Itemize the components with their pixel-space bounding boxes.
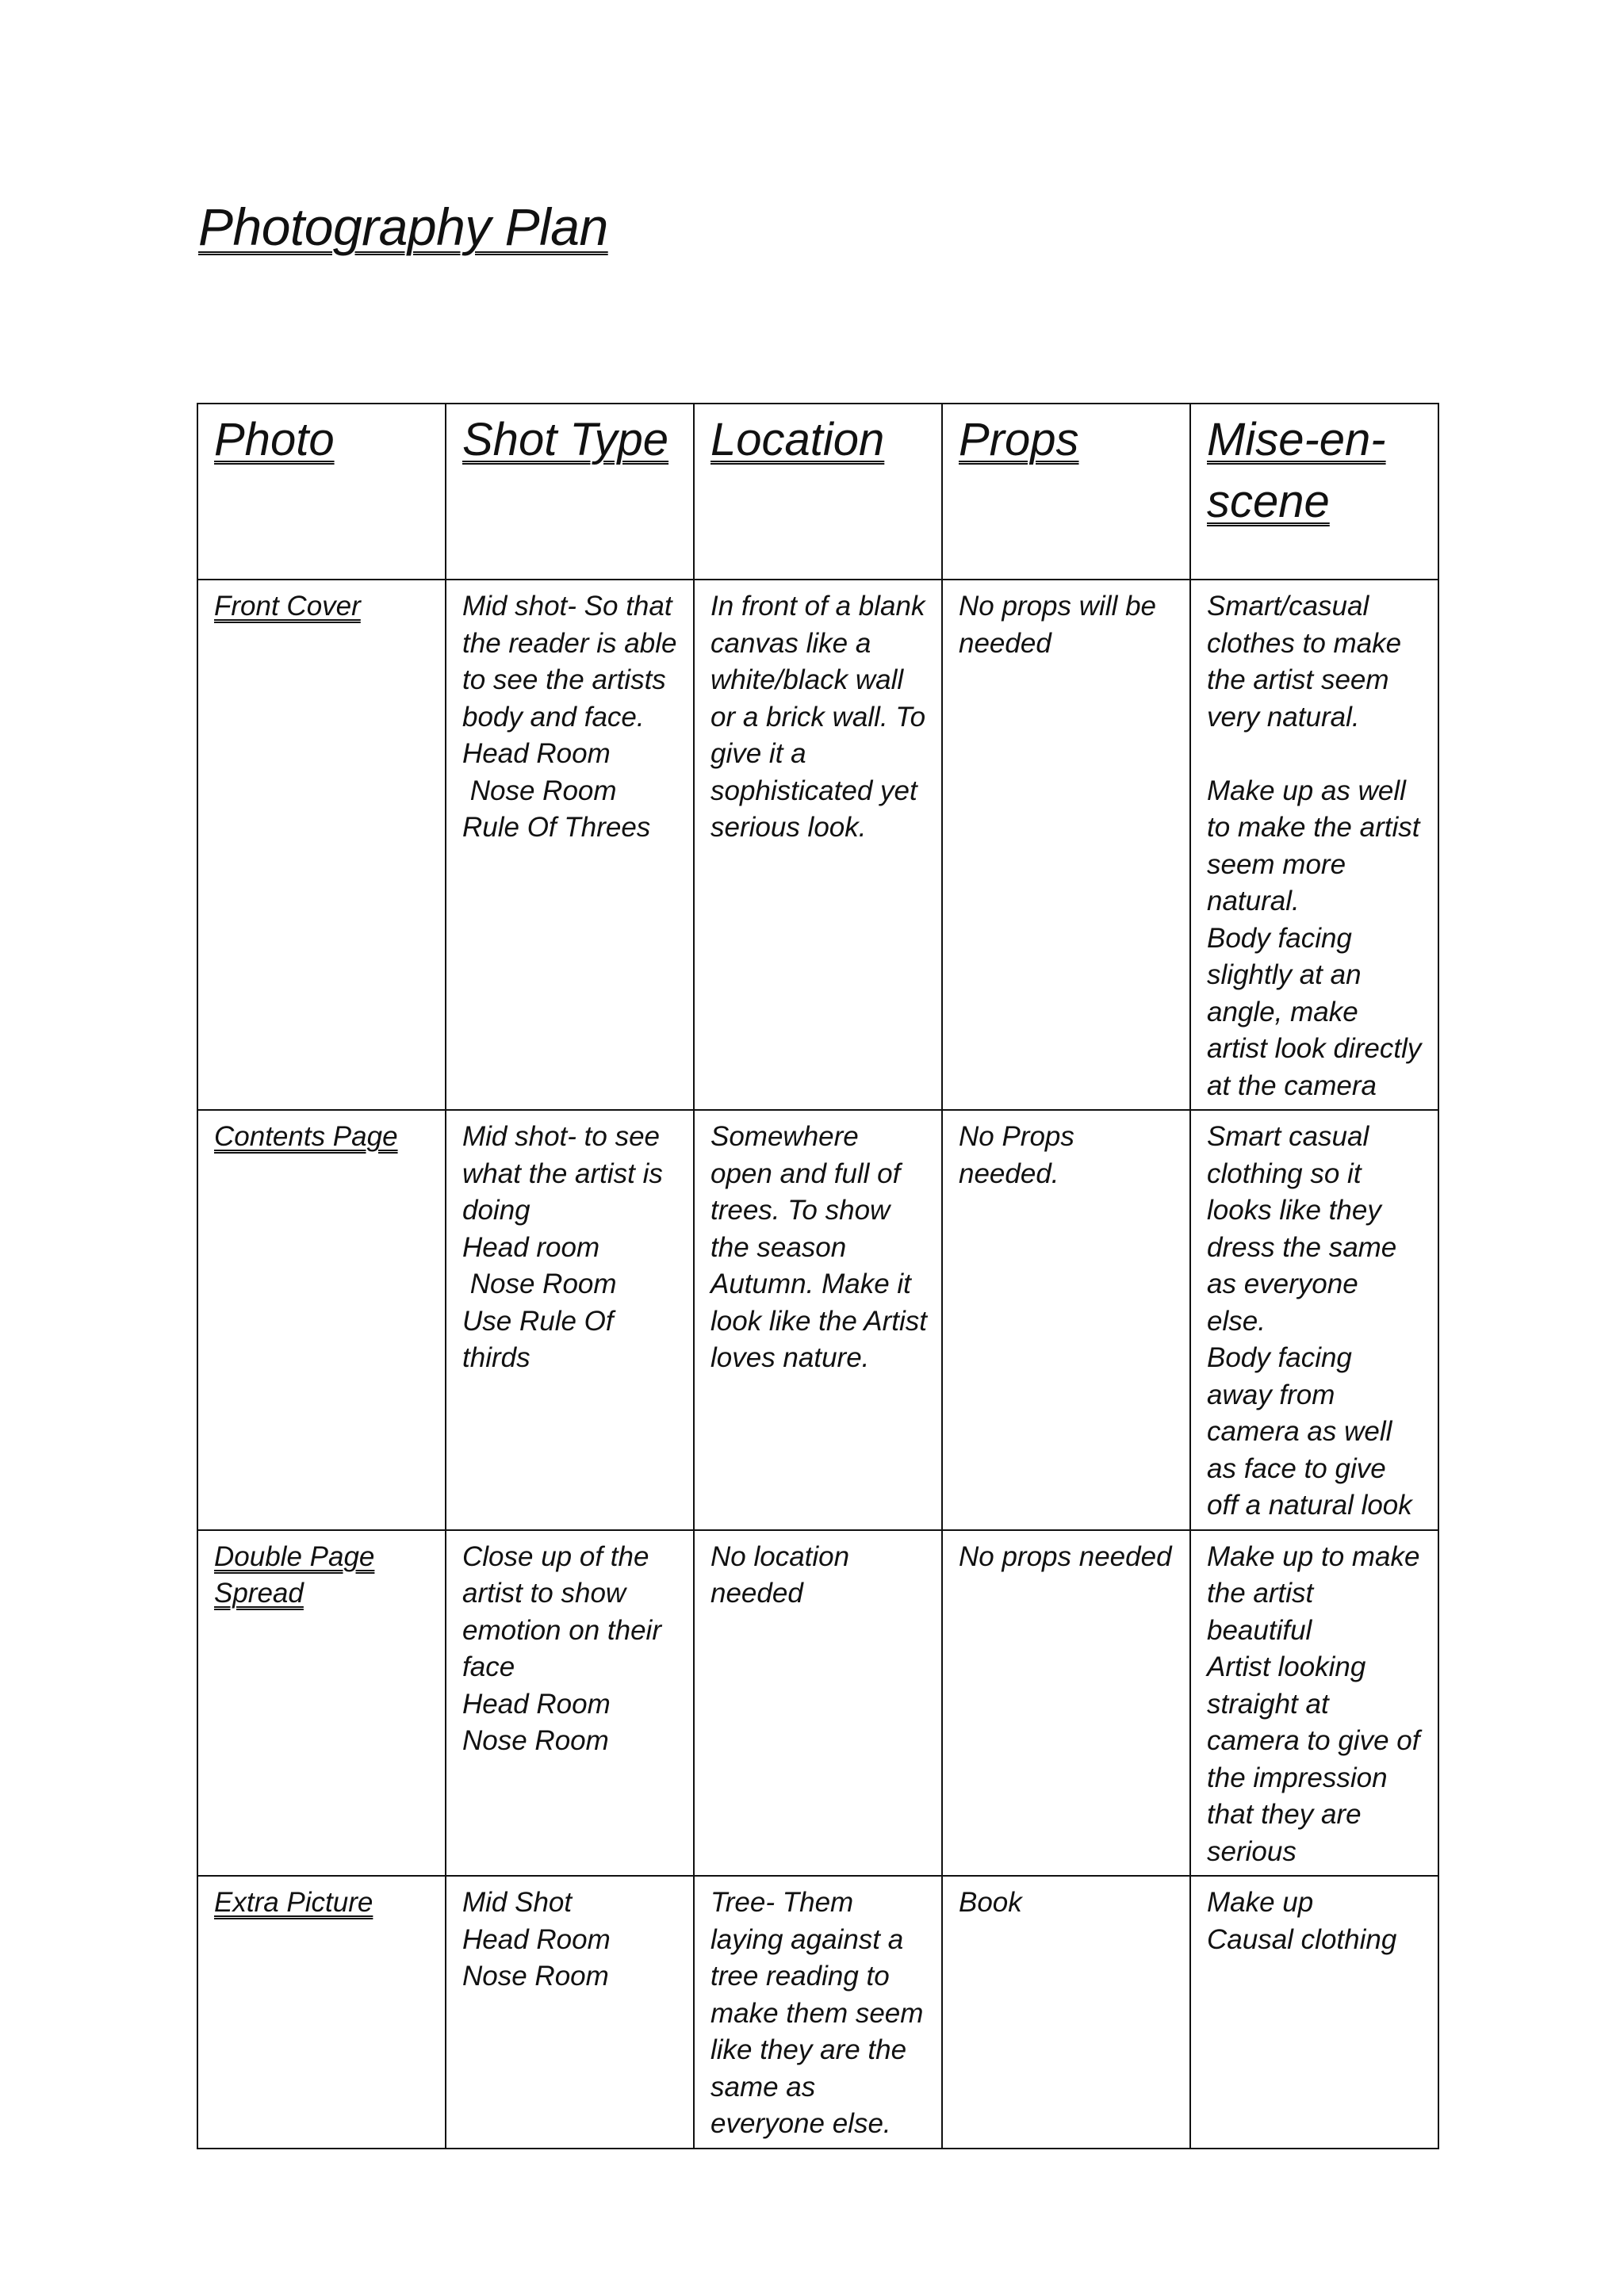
cell-text-line: Smart casual clothing so it looks like they dress the same as everyone else. — [1207, 1121, 1405, 1337]
page-title: Photography Plan — [198, 197, 608, 256]
cell-text-line: Tree- Them laying against a tree reading to make them seem like they are the same as everyone else. — [710, 1887, 932, 2139]
cell-shot-type — [446, 1876, 694, 2149]
photography-plan-table — [197, 403, 1439, 2149]
cell-text-line: No location needed — [710, 1540, 857, 1609]
cell-text-line: Use Rule Of thirds — [462, 1305, 622, 1373]
cell-location — [694, 580, 942, 1110]
cell-props — [942, 1530, 1190, 1877]
cell-shot-type — [446, 580, 694, 1110]
cell-text-line: Artist looking straight at camera to give of the impression that they are serious — [1207, 1651, 1428, 1867]
cell-mise-en-scene — [1190, 1876, 1438, 2149]
cell-text-line: Nose Room — [462, 1269, 617, 1299]
table-row — [197, 1530, 1438, 1877]
cell-text-line — [1207, 736, 1423, 773]
cell-text-line: Nose Room — [462, 1961, 609, 1992]
cell-text-line: In front of a blank canvas like a white/black wall or a brick wall. To give it a sophisticated yet serious look. — [710, 591, 933, 843]
cell-text-line: Nose Room — [462, 775, 617, 806]
cell-location — [694, 1110, 942, 1530]
table-row — [197, 1876, 1438, 2149]
table-row — [197, 1110, 1438, 1530]
photo-name: Front Cover — [214, 591, 361, 622]
cell-text-line: No props needed — [959, 1540, 1172, 1572]
photo-name: Contents Page — [214, 1121, 398, 1152]
cell-text-line: Head room — [462, 1231, 600, 1263]
cell-props — [942, 1876, 1190, 2149]
cell-photo — [197, 1530, 446, 1877]
header-shot-type: Shot Type — [446, 404, 694, 580]
header-props: Props — [942, 404, 1190, 580]
cell-text-line: Head Room — [462, 1688, 611, 1720]
cell-mise-en-scene — [1190, 580, 1438, 1110]
cell-location — [694, 1530, 942, 1877]
cell-text-line: Close up of the artist to show emotion on their face — [462, 1540, 669, 1682]
cell-text-line: Make up — [1207, 1887, 1314, 1918]
photo-name: Double Page Spread — [214, 1540, 375, 1609]
cell-text-line: Mid Shot — [462, 1887, 573, 1918]
header-photo: Photo — [197, 404, 446, 580]
cell-shot-type — [446, 1110, 694, 1530]
cell-text-line: Head Room — [462, 738, 611, 769]
cell-text-line: Body facing slightly at an angle, make artist look directly at the camera — [1207, 922, 1430, 1101]
table-row — [197, 580, 1438, 1110]
cell-text-line: Nose Room — [462, 1725, 609, 1756]
cell-text-line: No Props needed. — [959, 1121, 1082, 1189]
cell-location — [694, 1876, 942, 2149]
cell-text-line: Somewhere open and full of trees. To show the season Autumn. Make it look like the Artist loves nature. — [710, 1121, 943, 1373]
cell-photo — [197, 1876, 446, 2149]
cell-text-line: No props will be needed — [959, 591, 1164, 659]
cell-text-line: Causal clothing — [1207, 1923, 1397, 1955]
cell-text-line: Rule Of Threes — [462, 812, 651, 843]
cell-text-line: Make up as well to make the artist seem more natural. — [1207, 775, 1428, 916]
cell-mise-en-scene — [1190, 1530, 1438, 1877]
cell-text-line: Body facing away from camera as well as face to give off a natural look — [1207, 1342, 1412, 1521]
cell-shot-type — [446, 1530, 694, 1877]
cell-text-line: Make up to make the artist beautiful — [1207, 1540, 1428, 1646]
header-mise-en-scene: Mise-en-scene — [1190, 404, 1438, 580]
cell-mise-en-scene — [1190, 1110, 1438, 1530]
cell-text-line: Smart/casual clothes to make the artist seem very natural. — [1207, 591, 1409, 733]
table-header-row — [197, 404, 1438, 580]
cell-text-line: Book — [959, 1887, 1022, 1918]
cell-text-line: Head Room — [462, 1923, 611, 1955]
cell-text-line: Mid shot- So that the reader is able to see the artists body and face. — [462, 591, 685, 733]
header-location: Location — [694, 404, 942, 580]
cell-photo — [197, 1110, 446, 1530]
cell-props — [942, 1110, 1190, 1530]
cell-props — [942, 580, 1190, 1110]
cell-photo — [197, 580, 446, 1110]
photo-name: Extra Picture — [214, 1887, 373, 1918]
cell-text-line: Mid shot- to see what the artist is doing — [462, 1121, 671, 1226]
